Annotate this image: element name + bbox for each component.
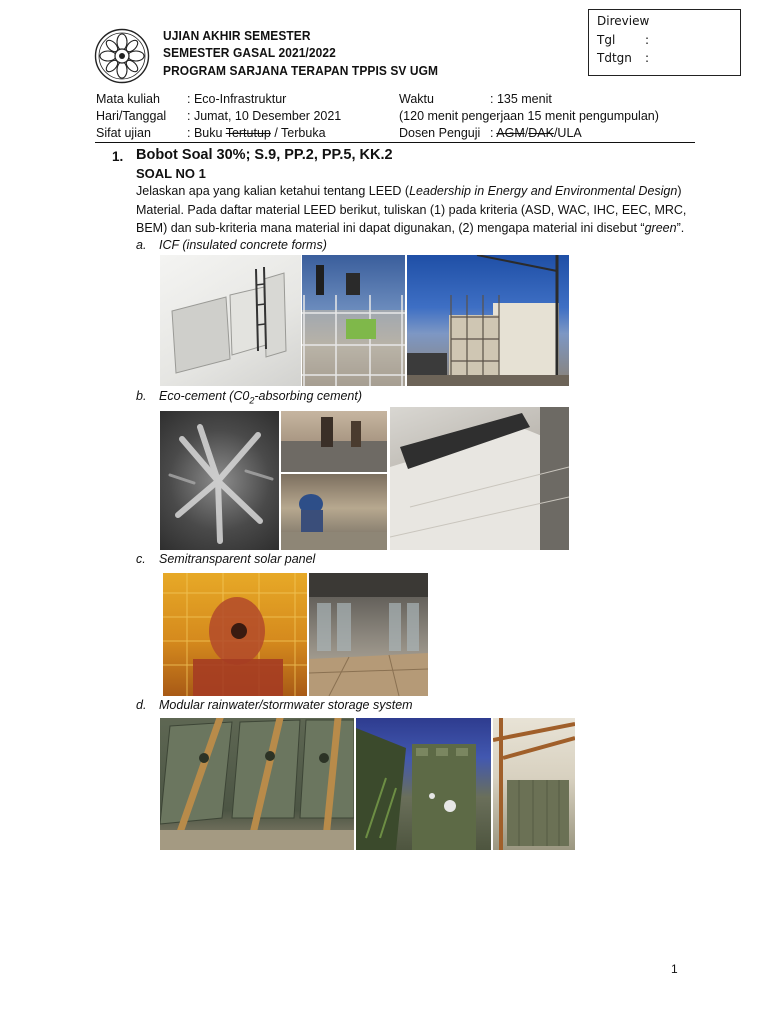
review-tgl-colon: : [645, 33, 650, 47]
exam-type-prefix: : Buku [187, 126, 226, 140]
photo-eco-cement-floor [390, 407, 569, 550]
exam-type-value [187, 126, 326, 140]
item-c-label: Semitransparent solar panel [159, 552, 316, 566]
photo-icf-blocks [160, 255, 301, 386]
course-label: Mata kuliah [96, 92, 160, 106]
question-subtitle: SOAL NO 1 [136, 166, 206, 181]
exam-type-label: Sifat ujian [96, 126, 151, 140]
duration-note: (120 menit pengerjaan 15 menit pengumpulan) [399, 109, 659, 123]
duration-label: Waktu [399, 92, 434, 106]
exam-type-struck: Tertutup [225, 126, 271, 140]
photo-rainwater-pergola [493, 718, 575, 850]
examiner-label: Dosen Penguji [399, 126, 481, 140]
item-b-subscript: 2 [249, 395, 255, 406]
date-label: Hari/Tanggal [96, 109, 167, 123]
q-line3-italic: green [644, 221, 677, 235]
review-title: Direview [597, 14, 650, 28]
review-tdtgn-label: Tdtgn [597, 51, 632, 65]
review-box [588, 9, 741, 76]
q-line1-b: ) [677, 184, 682, 198]
header-line-3: PROGRAM SARJANA TERAPAN TPPIS SV UGM [163, 63, 439, 78]
item-d-letter: d. [136, 698, 147, 712]
photo-eco-cement-worker [281, 474, 387, 550]
q-line1-a: Jelaskan apa yang kalian ketahui tentang LEED ( [136, 184, 410, 198]
q-line1-italic: Leadership in Energy and Environmental Design [409, 184, 678, 198]
item-b-text-a: Eco-cement (C0 [159, 389, 250, 403]
question-title: Bobot Soal 30%; S.9, PP.2, PP.5, KK.2 [136, 147, 393, 163]
examiner-value [490, 126, 582, 140]
question-number: 1. [112, 149, 124, 164]
date-value: : Jumat, 10 Desember 2021 [187, 109, 342, 123]
examiner-struck-1: AGM [496, 126, 525, 140]
photo-solar-panel-person [163, 573, 307, 696]
exam-type-suffix: / Terbuka [270, 126, 326, 140]
examiner-sep-2: /ULA [553, 126, 582, 140]
item-d-label: Modular rainwater/stormwater storage system [159, 698, 413, 712]
question-text-line-1 [136, 184, 696, 198]
examiner-struck-2: DAK [528, 126, 554, 140]
photo-eco-cement-pouring [281, 411, 387, 472]
examiner-colon: : [490, 126, 497, 140]
item-b-label [159, 389, 362, 406]
header-line-1: UJIAN AKHIR SEMESTER [163, 28, 311, 43]
question-text-line-2: Material. Pada daftar material LEED berikut, tuliskan (1) pada kriteria (ASD, WAC, IHC, EEC, MRC, [136, 203, 687, 217]
duration-value: : 135 menit [490, 92, 552, 106]
item-c-letter: c. [136, 552, 146, 566]
item-a-letter: a. [136, 238, 147, 252]
q-line3-a: BEM) dan sub-kriteria mana material ini dapat digunakan, (2) mengapa material ini disebut “ [136, 221, 645, 235]
course-value: : Eco-Infrastruktur [187, 92, 287, 106]
photo-icf-building [407, 255, 569, 386]
photo-rainwater-modules [160, 718, 354, 850]
examiner-sep-1: / [524, 126, 529, 140]
photo-rainwater-tank [356, 718, 491, 850]
q-line3-b: ”. [676, 221, 685, 235]
page-number: 1 [671, 962, 678, 976]
header-line-2: SEMESTER GASAL 2021/2022 [163, 45, 336, 60]
item-b-text-b: -absorbing cement) [254, 389, 363, 403]
photo-eco-cement-crystals [160, 411, 279, 550]
photo-solar-panel-hall [309, 573, 428, 696]
review-tgl-label: Tgl [597, 33, 616, 47]
photo-icf-construction [302, 255, 405, 386]
ugm-seal-logo [94, 28, 150, 84]
item-a-label: ICF (insulated concrete forms) [159, 238, 327, 252]
question-text-line-3 [136, 221, 696, 235]
item-b-letter: b. [136, 389, 147, 403]
header-divider [95, 142, 695, 143]
review-tdtgn-colon: : [645, 51, 650, 65]
